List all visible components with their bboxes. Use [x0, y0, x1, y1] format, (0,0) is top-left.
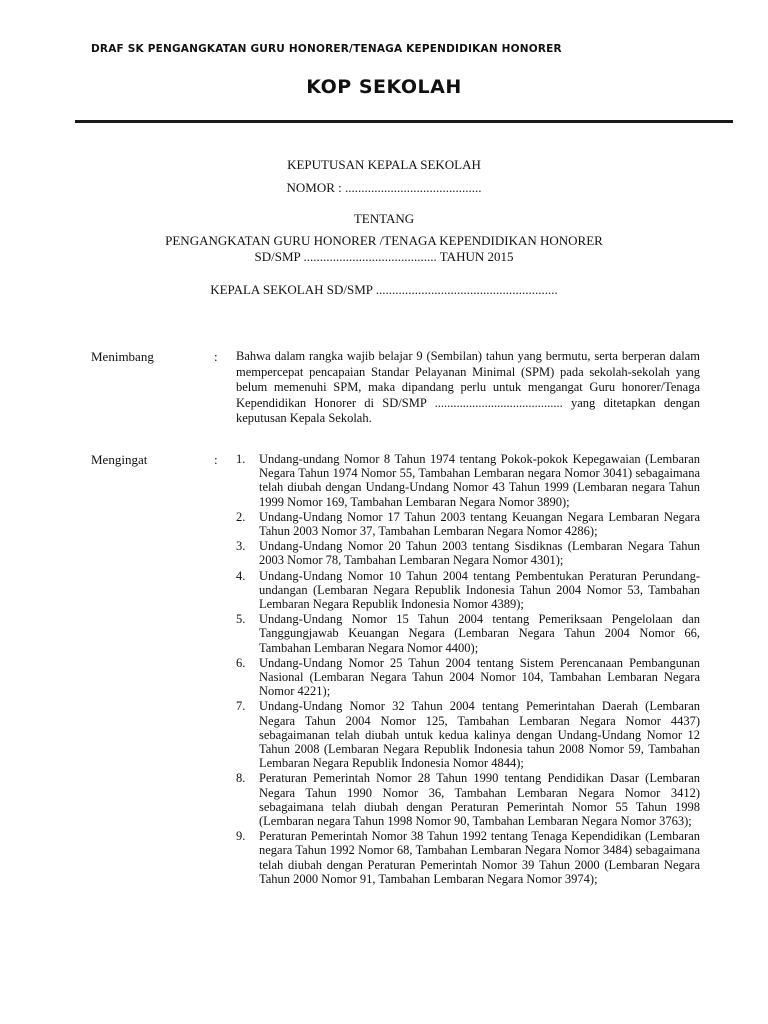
decree-issuer: KEPALA SEKOLAH SD/SMP ........................................................	[210, 282, 558, 297]
item-text: Peraturan Pemerintah Nomor 28 Tahun 1990 tentang Pendidikan Dasar (Lembaran Negara Tahun 1990 Nomor 36, Tambahan Lembaran Negara Nomor 3412) sebagaimana telah diubah dengan Peraturan Pemerintah Nomor 55 Tahun 1998 (Lembaran negara Tahun 1998 Nomor 90, Tambahan Lembaran Negara Nomor 3763);	[259, 771, 700, 829]
item-text: Undang-Undang Nomor 25 Tahun 2004 tentang Sistem Perencanaan Pembangunan Nasional (Lembaran Negara Tahun 2004 Nomor 104, Tambahan Lembaran Negara Nomor 4221);	[259, 655, 700, 699]
item-number: 1.	[236, 452, 246, 466]
mengingat-item	[236, 452, 700, 509]
item-number: 6.	[236, 655, 246, 670]
item-number: 2.	[236, 509, 246, 524]
mengingat-item	[236, 656, 700, 699]
mengingat-label: Mengingat	[91, 452, 148, 467]
item-number: 8.	[236, 771, 246, 786]
mengingat-item	[236, 771, 700, 828]
decree-title: KEPUTUSAN KEPALA SEKOLAH	[287, 157, 481, 172]
decree-subject: PENGANGKATAN GURU HONORER /TENAGA KEPENDIDIKAN HONORER	[165, 233, 603, 248]
mengingat-item	[236, 829, 700, 886]
kop-sekolah-heading: KOP SEKOLAH	[306, 76, 462, 98]
item-text: Undang-Undang Nomor 10 Tahun 2004 tentang Pembentukan Peraturan Perundang-undangan (Lembaran Negara Republik Indonesia Tahun 2004 Nomor 53, Tambahan Lembaran Negara Republik Indonesia Nomor 4389);	[259, 568, 700, 612]
mengingat-item	[236, 569, 700, 612]
decree-about: TENTANG	[353, 211, 415, 226]
menimbang-label: Menimbang	[91, 349, 154, 364]
item-text: Undang-Undang Nomor 32 Tahun 2004 tentang Pemerintahan Daerah (Lembaran Negara Tahun 2004 Nomor 125, Tambahan Lembaran Negara Nomor 4437) sebagaimanan telah diubah untuk kedua kalinya dengan Undang-Undang Nomor 12 Tahun 2008 (Lembaran Negara Republik Indonesia tahun 2008 Nomor 59, Tambahan Lembaran Negara Republik Indonesia Nomor 4844);	[259, 699, 700, 771]
item-number: 4.	[236, 568, 246, 583]
menimbang-colon: :	[214, 349, 218, 364]
item-text: Peraturan Pemerintah Nomor 38 Tahun 1992 tentang Tenaga Kependidikan (Lembaran negara Tahun 1992 Nomor 68, Tambahan Lembaran Negara Nomor 3484) sebagaimana telah diubah dengan Peraturan Pemerintah Nomor 39 Tahun 2000 (Lembaran Negara Tahun 2000 Nomor 91, Tambahan Lembaran Negara Nomor 3974);	[259, 829, 700, 886]
item-text: Undang-Undang Nomor 15 Tahun 2004 tentang Pemeriksaan Pengelolaan dan Tanggungjawab Keuangan Negara (Lembaran Negara Tahun 2004 Nomor 66, Tambahan Lembaran Negara Nomor 4400);	[259, 612, 700, 655]
mengingat-list	[236, 452, 700, 887]
decree-number: NOMOR : ..........................................	[286, 180, 482, 195]
item-text: Undang-Undang Nomor 20 Tahun 2003 tentang Sisdiknas (Lembaran Negara Tahun 2003 Nomor 78, Tambahan Lembaran Negara Nomor 4301);	[259, 539, 700, 568]
mengingat-item	[236, 612, 700, 655]
item-number: 5.	[236, 612, 246, 627]
item-number: 9.	[236, 829, 246, 844]
menimbang-text: Bahwa dalam rangka wajib belajar 9 (Sembilan) tahun yang bermutu, serta berperan dalam mempercepat pencapaian Standar Pelayanan Minimal (SPM) pada sekolah-sekolah yang belum memenuhi SPM, maka dipandang perlu untuk mengangat Guru honorer/Tenaga Kependidikan Honorer di SD/SMP ......................................... yang ditetapkan dengan keputusan Kepala Sekolah.	[236, 349, 700, 425]
item-number: 3.	[236, 539, 246, 554]
item-text: Undang-undang Nomor 8 Tahun 1974 tentang Pokok-pokok Kepegawaian (Lembaran Negara Tahun 1974 Nomor 55, Tambahan Lembaran negara Nomor 3041) sebagaimana telah diubah dengan Undang-Undang Nomor 43 Tahun 1999 (Lembaran negara Tahun 1999 Nomor 169, Tambahan Lembaran Negara Nomor 3890);	[259, 452, 700, 509]
decree-school-year: SD/SMP ......................................... TAHUN 2015	[254, 249, 514, 264]
mengingat-item	[236, 510, 700, 538]
item-text: Undang-Undang Nomor 17 Tahun 2003 tentang Keuangan Negara Lembaran Negara Tahun 2003 Nomor 37, Tambahan Lembaran Negara Nomor 4286);	[259, 509, 700, 539]
draft-title: DRAF SK PENGANGKATAN GURU HONORER/TENAGA KEPENDIDIKAN HONORER	[91, 43, 562, 55]
mengingat-item	[236, 699, 700, 770]
mengingat-item	[236, 539, 700, 567]
letterhead-rule	[75, 120, 733, 123]
mengingat-colon: :	[214, 452, 218, 467]
item-number: 7.	[236, 699, 246, 714]
